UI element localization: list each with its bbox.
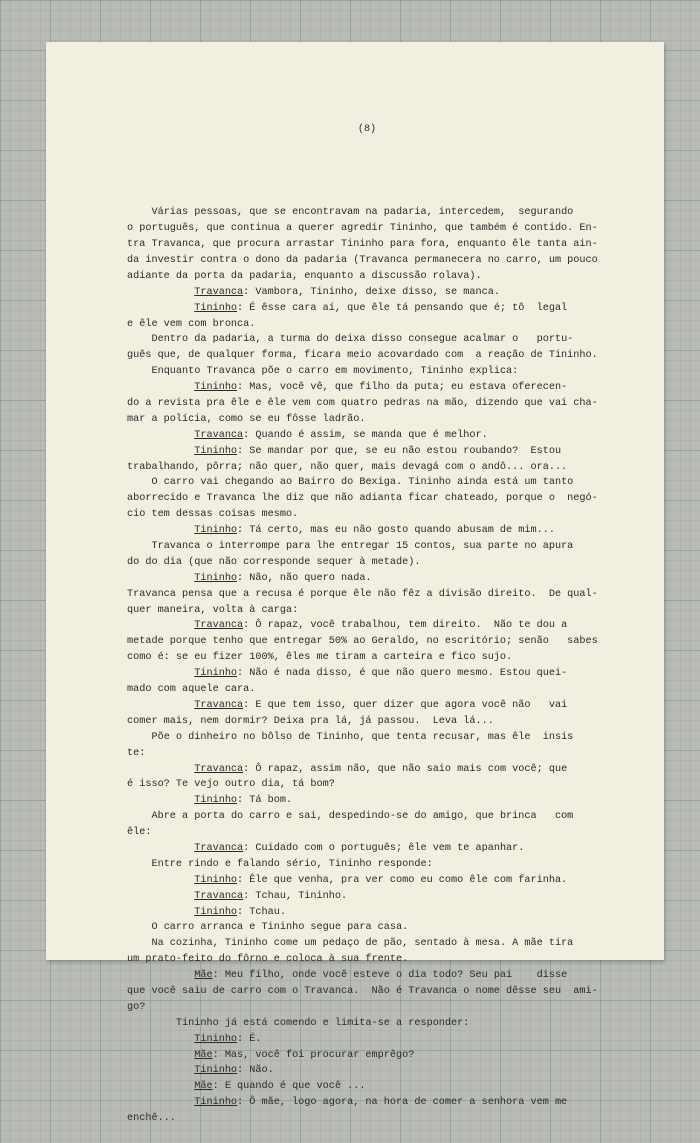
script-line xyxy=(127,682,607,698)
line-text: : Ô mãe, logo agora, na hora de comer a senhora vem me xyxy=(237,1097,568,1109)
line-indent xyxy=(127,668,194,679)
line-indent xyxy=(127,446,194,457)
line-text: : Não, não quero nada. xyxy=(237,572,372,584)
script-line xyxy=(127,380,607,396)
speaker-name: Mãe xyxy=(194,1049,213,1061)
line-text: : É. xyxy=(237,1033,262,1045)
speaker-name: Tininho xyxy=(194,525,238,537)
line-indent xyxy=(127,891,194,902)
line-text: e êle vem com bronca. xyxy=(127,318,256,330)
script-line xyxy=(127,571,607,587)
script-line xyxy=(127,396,607,412)
line-text: Abre a porta do carro e sai, despedindo-se do amigo, que brinca com xyxy=(151,811,574,823)
line-text: como é: se eu fizer 100%, êles me tiram a carteira e fico sujo. xyxy=(127,652,513,664)
line-text: da investir contra o dono da padaria (Travanca permanecera no carro, um pouco xyxy=(127,255,598,266)
script-line xyxy=(127,444,607,460)
line-text: guês que, de qualquer forma, ficara meio acovardado com a reação de Tininho. xyxy=(127,350,598,362)
script-line xyxy=(127,1032,607,1048)
script-line xyxy=(127,491,607,507)
speaker-name: Tininho xyxy=(194,795,238,807)
script-line xyxy=(127,984,607,1000)
line-indent xyxy=(127,1097,194,1108)
script-line xyxy=(127,1111,607,1127)
line-indent xyxy=(127,1050,194,1061)
script-line xyxy=(127,841,607,857)
speaker-name: Tininho xyxy=(194,382,238,394)
line-indent xyxy=(127,907,194,918)
line-text: : Tchau, Tininho. xyxy=(243,890,348,902)
line-text: : Meu filho, onde você esteve o dia todo? Seu pai disse xyxy=(212,970,568,982)
script-line xyxy=(127,762,607,778)
line-indent xyxy=(127,732,151,743)
speaker-name: Travanca xyxy=(194,699,244,711)
script-line xyxy=(127,746,607,762)
script-line xyxy=(127,889,607,905)
script-line xyxy=(127,412,607,428)
line-indent xyxy=(127,477,151,488)
script-line xyxy=(127,714,607,730)
line-indent xyxy=(127,334,151,345)
script-line xyxy=(127,539,607,555)
script-line xyxy=(127,730,607,746)
speaker-name: Travanca xyxy=(194,763,244,775)
script-line xyxy=(127,634,607,650)
script-line xyxy=(127,873,607,889)
line-text: : Mas, você foi procurar emprêgo? xyxy=(212,1049,415,1061)
line-indent xyxy=(127,287,194,298)
script-line xyxy=(127,475,607,491)
script-line xyxy=(127,857,607,873)
line-indent xyxy=(127,541,151,552)
script-line xyxy=(127,428,607,444)
line-indent xyxy=(127,207,151,218)
script-line xyxy=(127,809,607,825)
script-line xyxy=(127,1079,607,1095)
line-indent xyxy=(127,795,194,806)
script-line xyxy=(127,968,607,984)
speaker-name: Mãe xyxy=(194,970,213,982)
speaker-name: Travanca xyxy=(194,286,244,298)
page-number: (8) xyxy=(357,123,377,135)
line-text: Dentro da padaria, a turma do deixa disso consegue acalmar o portu- xyxy=(151,334,574,346)
line-text: : Tá certo, mas eu não gosto quando abusam de mim... xyxy=(237,525,555,537)
line-text: te: xyxy=(127,747,146,759)
line-text: aborrecido e Travanca lhe diz que não adianta ficar chateado, porque o negó- xyxy=(127,493,598,505)
speaker-name: Travanca xyxy=(194,842,244,854)
script-line xyxy=(127,1000,607,1016)
script-line xyxy=(127,777,607,793)
script-line xyxy=(127,952,607,968)
line-indent xyxy=(127,970,194,981)
script-line xyxy=(127,317,607,333)
script-line xyxy=(127,523,607,539)
script-line xyxy=(127,1095,607,1111)
speaker-name: Tininho xyxy=(194,445,238,457)
line-text: Tininho já está comendo e limita-se a responder: xyxy=(175,1017,470,1029)
line-text: O carro vai chegando ao Bairro do Bexiga. Tininho ainda está um tanto xyxy=(151,477,574,489)
line-text: : Mas, você vê, que filho da puta; eu estava oferecen- xyxy=(237,382,568,394)
script-line xyxy=(127,936,607,952)
line-indent xyxy=(127,1065,194,1076)
line-text: Entre rindo e falando sério, Tininho responde: xyxy=(151,858,433,870)
script-lines xyxy=(127,205,607,1127)
line-indent xyxy=(127,573,194,584)
speaker-name: Travanca xyxy=(194,429,244,441)
line-indent xyxy=(127,382,194,393)
script-line xyxy=(127,205,607,221)
line-indent xyxy=(127,430,194,441)
line-text: trabalhando, pôrra; não quer, não quer, mais devagá com o andô... ora... xyxy=(127,461,568,473)
speaker-name: Mãe xyxy=(194,1081,213,1093)
line-text: : Cuidado com o português; êle vem te apanhar. xyxy=(243,842,525,854)
line-indent xyxy=(127,700,194,711)
line-indent xyxy=(127,366,151,377)
line-text: : E que tem isso, quer dizer que agora você não vai xyxy=(243,699,568,711)
script-line xyxy=(127,237,607,253)
script-line xyxy=(127,650,607,666)
line-indent xyxy=(127,1034,194,1045)
line-indent xyxy=(127,764,194,775)
line-text: : Não. xyxy=(237,1065,274,1077)
speaker-name: Tininho xyxy=(194,1097,238,1109)
line-text: : Ô rapaz, assim não, que não saio mais com você; que xyxy=(243,763,568,775)
line-text: Na cozinha, Tininho come um pedaço de pão, sentado à mesa. A mãe tira xyxy=(151,938,574,950)
line-indent xyxy=(127,303,194,314)
script-line xyxy=(127,269,607,285)
script-line xyxy=(127,698,607,714)
line-text: Travanca pensa que a recusa é porque êle não fêz a divisão direito. De qual- xyxy=(127,588,598,600)
line-text: : E quando é que você ... xyxy=(212,1081,366,1093)
script-line xyxy=(127,793,607,809)
speaker-name: Tininho xyxy=(194,1033,238,1045)
line-text: : Êle que venha, pra ver como eu como êle com farinha. xyxy=(237,874,568,886)
line-indent xyxy=(127,859,151,870)
line-text: metade porque tenho que entregar 50% ao Geraldo, no escritório; senão sabes xyxy=(127,636,598,648)
speaker-name: Tininho xyxy=(194,874,238,886)
line-indent xyxy=(127,525,194,536)
line-text: : Se mandar por que, se eu não estou roubando? Estou xyxy=(237,445,562,457)
line-text: Enquanto Travanca põe o carro em movimento, Tininho explica: xyxy=(151,366,519,378)
script-line xyxy=(127,253,607,269)
line-text: : Tá bom. xyxy=(237,795,293,807)
line-indent xyxy=(127,875,194,886)
line-text: : Ô rapaz, você trabalhou, tem direito. Não te dou a xyxy=(243,620,568,632)
speaker-name: Tininho xyxy=(194,572,238,584)
script-line xyxy=(127,555,607,571)
line-text: adiante da porta da padaria, enquanto a discussão rolava). xyxy=(127,270,482,282)
line-text: : É êsse cara aí, que êle tá pensando que é; tô legal xyxy=(237,302,568,314)
line-text: comer mais, nem dormir? Deixa pra lá, já passou. Leva lá... xyxy=(127,715,494,727)
line-text: tra Travanca, que procura arrastar Tininho para fora, enquanto êle tanta ain- xyxy=(127,239,598,251)
script-line xyxy=(127,507,607,523)
line-text: quer maneira, volta à carga: xyxy=(127,604,299,616)
line-text: Travanca o interrompe para lhe entregar 15 contos, sua parte no apura xyxy=(151,541,574,553)
line-text: um prato-feito do fôrno e coloca à sua frente. xyxy=(127,954,409,966)
script-line xyxy=(127,348,607,364)
script-line xyxy=(127,666,607,682)
line-text: do a revista pra êle e êle vem com quatro pedras na mão, dizendo que vai cha- xyxy=(127,398,598,410)
line-indent xyxy=(127,620,194,631)
line-indent xyxy=(127,811,151,822)
speaker-name: Tininho xyxy=(194,302,238,314)
script-line xyxy=(127,1048,607,1064)
line-text: o português, que continua a querer agredir Tininho, que também é contido. En- xyxy=(127,223,598,235)
line-text: : Tchau. xyxy=(237,906,286,918)
line-text: mado com aquele cara. xyxy=(127,684,256,696)
script-line xyxy=(127,285,607,301)
speaker-name: Travanca xyxy=(194,620,244,632)
line-text: O carro arranca e Tininho segue para casa. xyxy=(151,922,409,934)
script-line xyxy=(127,301,607,317)
line-text: que você saiu de carro com o Travanca. Não é Travanca o nome dêsse seu ami- xyxy=(127,985,598,997)
line-indent xyxy=(127,1081,194,1092)
script-line xyxy=(127,905,607,921)
line-text: cio tem dessas coisas mesmo. xyxy=(127,509,299,521)
script-line xyxy=(127,221,607,237)
line-text: : Não é nada disso, é que não quero mesmo. Estou quei- xyxy=(237,668,568,680)
line-indent xyxy=(127,922,151,933)
line-text: Várias pessoas, que se encontravam na padaria, intercedem, segurando xyxy=(151,207,574,219)
line-text: go? xyxy=(127,1001,146,1013)
line-text: êle: xyxy=(127,827,152,839)
script-line xyxy=(127,364,607,380)
script-line xyxy=(127,1063,607,1079)
line-text: enchê... xyxy=(127,1113,176,1125)
script-line xyxy=(127,603,607,619)
line-text: Põe o dinheiro no bôlso de Tininho, que tenta recusar, mas êle insis xyxy=(151,731,574,743)
script-line xyxy=(127,920,607,936)
line-indent xyxy=(127,938,151,949)
line-text: : Quando é assim, se manda que é melhor. xyxy=(243,429,488,441)
line-text: mar a polícia, como se eu fôsse ladrão. xyxy=(127,413,366,425)
script-text xyxy=(127,90,607,1143)
line-indent xyxy=(127,1018,176,1029)
speaker-name: Tininho xyxy=(194,906,238,918)
script-line xyxy=(127,618,607,634)
speaker-name: Tininho xyxy=(194,1065,238,1077)
speaker-name: Tininho xyxy=(194,668,238,680)
script-line xyxy=(127,1016,607,1032)
line-text: : Vambora, Tininho, deixe disso, se manca. xyxy=(243,286,500,298)
script-line xyxy=(127,825,607,841)
script-line xyxy=(127,332,607,348)
script-line xyxy=(127,460,607,476)
line-text: é isso? Te vejo outro dia, tá bom? xyxy=(127,779,335,791)
line-text: do do dia (que não corresponde sequer à metade). xyxy=(127,556,421,568)
line-indent xyxy=(127,843,194,854)
speaker-name: Travanca xyxy=(194,890,244,902)
script-line xyxy=(127,587,607,603)
